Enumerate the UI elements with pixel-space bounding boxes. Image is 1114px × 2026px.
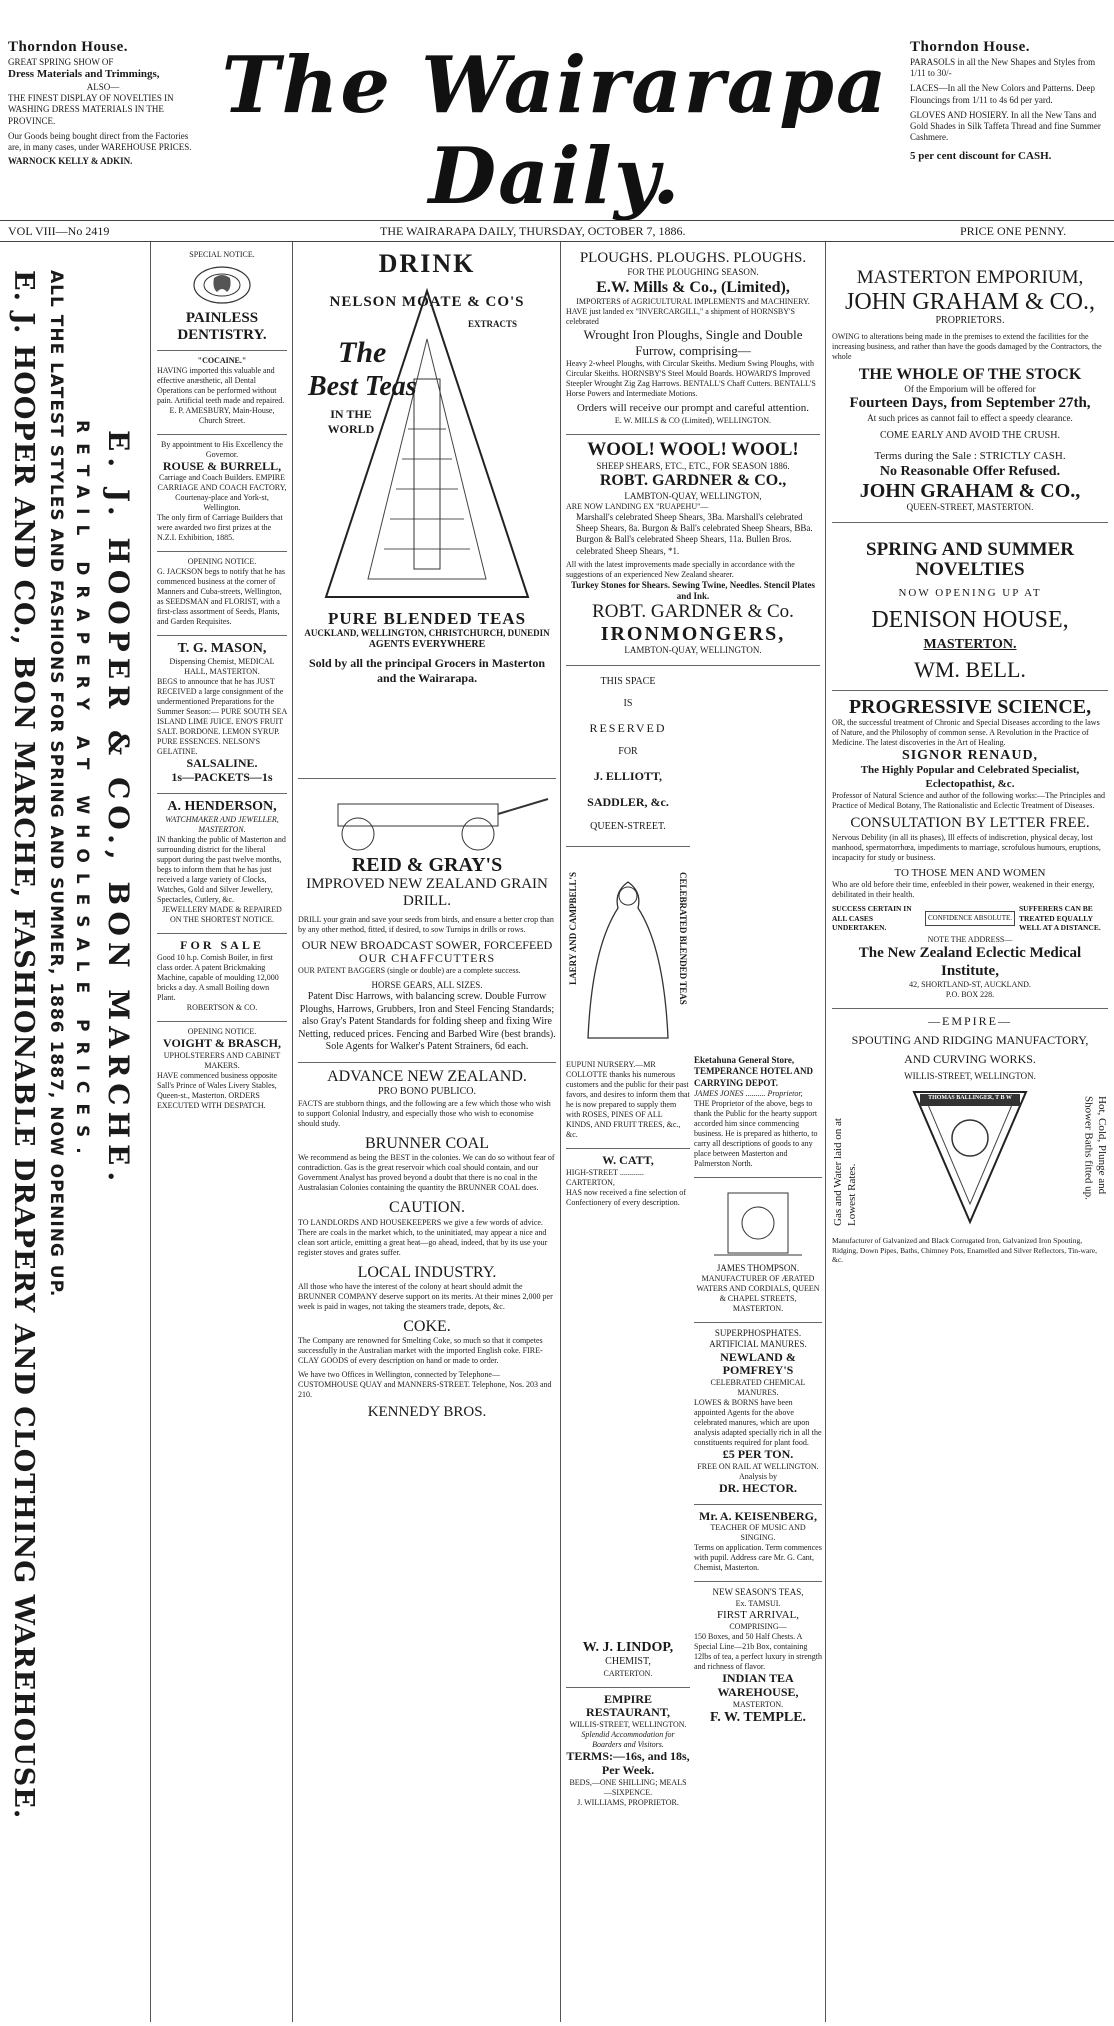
salsaline-heading: SALSALINE. [186,756,258,771]
thompson-sub: MANUFACTURER OF ÆRATED WATERS AND CORDIALS, QUEEN & CHAPEL STREETS, MASTERTON. [696,1274,820,1313]
masterton-heading: MASTERTON. [923,637,1017,653]
turkey-line: Turkey Stones for Shears. Sewing Twine, Needles. Stencil Plates and Ink. [571,579,815,602]
progressive-body: OR, the successful treatment of Chronic and Special Diseases according to the laws of Nature, and the Philosophy of common sense. A Revolution in the Practice of Medicine. The latest discoveries in the Art of Healing. [832,717,1100,747]
sold-label: Sold by all the principal Grocers in Masterton and the Wairarapa. [308,655,546,685]
column-rule [825,242,826,2022]
consult-heading: CONSULTATION BY LETTER FREE. [850,815,1090,832]
owing-body: OWING to alterations being made in the premises to extend the facilities for the increasing business, and rather than have the goods damaged by the Contractors, the whole [832,331,1102,361]
forsale-body: Good 10 h.p. Cornish Boiler, in first class order. A patent Brickmaking Machine, capable of moulding 12,000 bricks a day. A small Boiling down Plant. [157,952,279,1002]
gardner-heading: ROBT. GARDNER & CO., [599,472,787,490]
proprietors-line: PROPRIETORS. [935,315,1005,327]
success-line: SUCCESS CERTAIN IN ALL CASES UNDERTAKEN. [832,904,912,933]
mason-body: BEGS to announce that he has JUST RECEIVED a large consignment of the undermentioned Preparations for the Summer Season:— PURE SOUTH SEA ISLAND LIME JUICE. ENO'S FRUIT SALT. BORDONE. LEMON SYRUP. PURE ESSENCES. NELSON'S GELATINE. [157,677,287,757]
catt-body: HAS now received a fine selection of Confectionery of every description. [566,1187,686,1207]
hooper-vertical-line2: ALL THE LATEST STYLES AND FASHIONS FOR SPRING AND SUMMER, 1886 1887, NOW OPENING UP. [46,270,66,1298]
tbw-label: THOMAS BALLINGER, T B W [928,1095,1012,1102]
ironmongers-heading: IRONMONGERS, [600,623,786,646]
caution-heading: CAUTION. [389,1199,465,1217]
agents-label: AGENTS EVERYWHERE [368,639,486,651]
rouse-sub: Carriage and Coach Builders. EMPIRE CARRIAGE AND COACH FACTORY, Courtenay-place and York-st, Wellington. [157,473,287,513]
left-header-line6: WARNOCK KELLY & ADKIN. [8,156,133,167]
right-header-discount: 5 per cent discount for CASH. [910,149,1052,162]
voight-body: HAVE commenced business opposite Sall's Prince of Wales Livery Stables, Queen-st., Masterton. ORDERS EXECUTED WITH DESPATCH. [157,1070,278,1110]
robertson-sign: ROBERTSON & CO. [186,1002,258,1012]
terms-line: TERMS:—16s, and 18s, Per Week. [566,1749,690,1777]
progressive-heading: PROGRESSIVE SCIENCE, [848,695,1092,718]
rouse-body: The only firm of Carriage Builders that were awarded two first prizes at the N.Z.I. Exhibition, 1885. [157,513,283,543]
local-heading: LOCAL INDUSTRY. [357,1263,497,1281]
price-line: £5 PER TON. [722,1447,794,1462]
keisenberg-sub: TEACHER OF MUSIC AND SINGING. [710,1523,806,1543]
nelson-moate-label: NELSON MOATE & CO'S [329,293,525,310]
renaud-sub: The Highly Popular and Celebrated Specialist, Eclectopathist, &c. [860,763,1080,790]
note-line: NOTE THE ADDRESS— [927,935,1013,945]
catt-sub: HIGH-STREET ............ CARTERTON, [566,1167,644,1187]
offices-line: We have two Offices in Wellington, connected by Telephone—CUSTOMHOUSE QUAY and MANNERS-STREET. Telephone, Nos. 203 and 210. [298,1370,552,1400]
reid-gray-heading: REID & GRAY'S [351,854,503,876]
rouse-pre: By appointment to His Excellency the Governor. [161,439,283,459]
date-text: THE WAIRARAPA DAILY, THURSDAY, OCTOBER 7, 1886. [380,224,686,238]
reid-gray-body: DRILL your grain and save your seeds from birds, and ensure a better crop than by any other method, fitted, if desired, to sow Turnips in drills or rows. [298,914,554,934]
baggers-line: OUR PATENT BAGGERS (single or double) are a complete success. [298,966,521,976]
williams-line: J. WILLIAMS, PROPRIETOR. [577,1797,679,1807]
column-2 [298,250,556,1430]
voight-sub: UPHOLSTERERS AND CABINET MAKERS. [163,1050,281,1070]
orders-line: Orders will receive our prompt and careful attention. [576,402,810,415]
dateline [0,220,1114,242]
local-body: All those who have the interest of the colony at heart should admit the BRUNNER COMPANY deserve support on its merits. At their mines 2,000 per week is paid in wages, not taking the steamers trade, depots, &c. [298,1281,553,1311]
probono-heading: PRO BONO PUBLICO. [377,1086,477,1098]
elliott-line: J. ELLIOTT, [593,768,663,783]
brunner-heading: BRUNNER COAL [364,1134,489,1152]
institute-heading: The New Zealand Eclectic Medical Institute, [858,945,1082,979]
graham-heading-2: JOHN GRAHAM & CO., [859,480,1081,503]
tbw-shield-icon [910,1086,1030,1226]
tooth-emblem-icon [192,264,252,306]
hooper-vertical-line4: E. J. HOOPER & CO., BON MARCHE. [102,430,135,1188]
column-rule [560,242,561,2022]
column-4 [694,1055,822,1734]
curving-heading: AND CURVING WORKS. [904,1051,1036,1066]
special-notice: SPECIAL NOTICE. [189,250,255,259]
left-header-line2: Dress Materials and Trimmings, [8,68,160,80]
hooper-vertical-line3: RETAIL DRAPERY AT WHOLESALE PRICES. [72,420,92,1164]
manufacturer-line: Manufacturer of Galvanized and Black Corrugated Iron, Galvanized Iron Spouting, Ridging, Down Pipes, Baths, Chimney Pots, Enamelled and Silver Reflectors, Tin-ware, &c. [832,1236,1097,1264]
column-rule [292,242,293,2022]
tamsui-line: Ex. TAMSUI. [735,1598,781,1608]
empire-restaurant-body: Splendid Accommodation for Boarders and Visitors. [581,1730,675,1750]
left-header-line3: ALSO— [86,81,120,92]
boxes-body: 150 Boxes, and 50 Half Chests. A Special Line—21b Box, containing 12lbs of tea, a perfect luxury in strength and richness of flavor. [694,1632,822,1672]
nursery-body: EUPUNI NURSERY.—MR COLLOTTE thanks his numerous customers and the public for their past favors, and desires to inform them that he is now prepared to supply them with ROSES, PINES OF ALL KINDS, AND FRUIT TREES, &c., &c. [566,1059,690,1139]
wrought-heading: Wrought Iron Ploughs, Single and Double Furrow, comprising— [583,326,803,359]
price-text: PRICE ONE PENNY. [960,224,1067,238]
chemist-line: CHEMIST, [605,1656,651,1668]
gas-water-line: Gas and Water laid on at Lowest Rates. [832,1118,858,1227]
left-header-line1: GREAT SPRING SHOW OF [8,56,114,67]
wool-heading: WOOL! WOOL! WOOL! [587,439,799,461]
caution-body: TO LANDLORDS AND HOUSEKEEPERS we give a few words of advice. There are coals in the market which, to the uninitiated, may appear a nice and clean sort article, emitting a great heat—go ahead, indeed, that by its use your register stoves and grates suffer. [298,1217,548,1257]
improvements-line: All with the latest improvements made specially in accordance with the suggestions of an experienced New Zealand shearer. [566,559,795,579]
column-1 [157,250,287,1119]
analysis-line: Analysis by [739,1471,777,1481]
denison-heading: DENISON HOUSE, [871,607,1069,634]
rouse-heading: ROUSE & BURRELL, [162,458,282,473]
mason-heading: T. G. MASON, [177,641,267,657]
mills-body-1: HAVE just landed ex "INVERCARGILL," a shipment of HORNSBY'S celebrated [566,306,795,326]
cocaine-heading: "COCAINE." [197,355,247,365]
masterton-line: MASTERTON. [732,1700,784,1710]
empire-heading: —EMPIRE— [927,1013,1012,1028]
left-header-line4: THE FINEST DISPLAY OF NOVELTIES IN WASHING DRESS MATERIALS IN THE PROVINCE. [8,93,174,126]
queen-street-sign: QUEEN-STREET, MASTERTON. [906,502,1034,513]
soda-machine-icon [694,1183,822,1263]
column-3-bottom [566,1640,690,1816]
spring-heading: SPRING AND SUMMER NOVELTIES [866,538,1074,581]
teas-heading: NEW SEASON'S TEAS, [712,1587,804,1598]
renaud-body: Professor of Natural Science and author of the following works:—The Principles and Practice of Medical Botany, The Rationalistic and Eclectic Treatment of Diseases. [832,791,1106,811]
celebrated-label: CELEBRATED BLENDED TEAS [678,871,688,1005]
season-line: FOR THE PLOUGHING SEASON. [627,267,759,278]
keisenberg-heading: Mr. A. KEISENBERG, [699,1508,817,1523]
bell-heading: WM. BELL. [914,656,1026,682]
offered-line: Of the Emporium will be offered for [904,384,1036,395]
extracts-label: EXTRACTS [468,318,518,329]
amesbury-sign: E. P. AMESBURY, Main-House, Church Street. [169,405,275,425]
shears-line: SHEEP SHEARS, ETC., ETC., FOR SEASON 1886. [596,461,790,472]
brunner-body: We recommend as being the BEST in the colonies. We can do so without fear of contradiction. Gas is the great reservoir which coal should contain, and our Government Analyst has proved beyond a doubt that there is no coal in the Australasian Colonies containing the quantity the BRUNNER COAL does. [298,1153,555,1193]
reid-gray-sub: IMPROVED NEW ZEALAND GRAIN DRILL. [306,876,548,910]
right-header-parasols: PARASOLS in all the New Shapes and Styles from 1/11 to 30/- [910,56,1096,78]
kennedy-sign: KENNEDY BROS. [367,1404,487,1421]
is-line: IS [623,697,633,709]
henderson-body: IN thanking the public of Masterton and surrounding district for the liberal support during the past twelve months, begs to inform them that he has just received a large variety of Clocks, Watches, Gold and Silver Jewellery, Spectacles, Cutlery, &c. [157,835,286,905]
lowes-body: LOWES & BORNS have been appointed Agents for the above celebrated manures, which are upon analysis adapted specially rich in all the constituents required for plant food. [694,1398,822,1448]
super-heading: SUPERPHOSPHATES. [714,1328,802,1338]
men-heading: TO THOSE MEN AND WOMEN [894,866,1046,879]
cocaine-body: HAVING imported this valuable and effective anæsthetic, all Dental Operations can be performed without pain. Artificial teeth made and repaired. [157,365,285,405]
left-header-ad [8,38,198,168]
jewellery-notice: JEWELLERY MADE & REPAIRED ON THE SHORTEST NOTICE. [162,905,282,925]
right-header-gloves: GLOVES AND HOSIERY. In all the New Tans and Gold Shades in Silk Taffeta Thread and fine Summer Cashmere. [910,109,1101,143]
fourteen-heading: Fourteen Days, from September 27th, [849,395,1091,412]
come-line: COME EARLY AND AVOID THE CRUSH. [880,429,1060,441]
carterton-line: CARTERTON. [603,1668,653,1678]
left-header-title: Thorndon House. [8,39,129,55]
newland-sub: CELEBRATED CHEMICAL MANURES. [710,1378,806,1398]
volume-number: VOL VIII—No 2419 [8,224,110,238]
comprising-line: COMPRISING— [729,1622,787,1632]
temple-sign: F. W. TEMPLE. [709,1710,807,1726]
in-world-label: IN THE WORLD [327,406,375,436]
spouting-heading: SPOUTING AND RIDGING MANUFACTORY, [851,1032,1089,1047]
confidence-box: CONFIDENCE ABSOLUTE. [925,911,1015,926]
coke-body: The Company are renowned for Smelting Coke, so much so that it competes successfully in the Australian market with the imported English coke. FIRE-CLAY GOODS of every description on hand or made to order. [298,1336,543,1366]
whole-stock-heading: THE WHOLE OF THE STOCK [858,365,1082,383]
landing-line: ARE NOW LANDING EX "RUAPEHU"— [566,501,709,511]
willis-line: WILLIS-STREET, WELLINGTON. [904,1070,1036,1081]
drink-heading: DRINK [378,249,476,278]
newland-heading: NEWLAND & POMFREY'S [720,1349,796,1378]
gardner-heading-2: ROBT. GARDNER & Co. [592,601,794,623]
shear-list: Marshall's celebrated Sheep Shears, 3Ba. Marshall's celebrated Sheep Shears, 8a. Burgon & Ball's celebrated Sheep Shears, BBa. Burgon & Ball's celebrated Sheep Shears, 11a. Bullen Bros. celebrated Sheep Shears, *1. [576,511,813,556]
mills-body-2: Heavy 2-wheel Ploughs, with Circular Skeiths. Medium Swing Ploughs, with Circular Skeiths. HORNSBY'S Steel Mould Boards. HOWARD'S Improved Steepler Wrought Zig Zag Harrows. BENTALL'S Chaff Cutters. BENTALL'S Horse Powers and Intermediate Motions. [566,359,816,399]
voight-heading: VOIGHT & BRASCH, [163,1035,281,1050]
best-teas-label: Best Teas [308,370,417,402]
first-arrival: FIRST ARRIVAL, [716,1608,800,1621]
catt-heading: W. CATT, [602,1152,654,1167]
advance-heading: ADVANCE NEW ZEALAND. [327,1067,527,1085]
tea-figure-icon [566,852,690,1052]
emporium-heading: MASTERTON EMPORIUM, [856,267,1084,288]
keisenberg-body: Terms on application. Term commences with pupil. Address care Mr. G. Cant, Chemist, Masterton. [694,1543,822,1573]
saddler-line: SADDLER, &c. [587,795,669,810]
mills-sign: E. W. MILLS & CO (Limited), WELLINGTON. [614,416,772,426]
horse-heading: HORSE GEARS, ALL SIZES. [371,980,483,991]
jones-line: JAMES JONES .......... Proprietor, [694,1088,803,1098]
ploughs-heading: PLOUGHS. PLOUGHS. PLOUGHS. [579,250,807,266]
lambton-line: LAMBTON-QUAY, WELLINGTON, [624,490,762,501]
left-header-line5: Our Goods being bought direct from the Factories are, in many cases, under WAREHOUSE PRICES. [8,130,192,152]
hotel-body: THE Proprietor of the above, begs to thank the Public for the hearty support accorded him since commencing business. He is prepared as hitherto, to carry all descriptions of goods to any place between Masterton and Palmerston North. [694,1098,818,1168]
hector-line: DR. HECTOR. [718,1480,798,1495]
lambton-line-2: LAMBTON-QUAY, WELLINGTON. [624,645,762,656]
cities-label: AUCKLAND, WELLINGTON, CHRISTCHURCH, DUNEDIN [304,628,550,639]
prices-line: At such prices as cannot fail to effect a speedy clearance. [867,412,1073,423]
consult-body: Nervous Debility (in all its phases), Ill effects of indiscretion, physical decay, lost manhood, spermatorrhœa, impediments to marriage, scrofulous humours, eruptions, incapacity for study or business. [832,832,1101,862]
hooper-vertical-line1: E. J. HOOPER AND CO., BON MARCHE, FASHIONABLE DRAPERY AND CLOTHING WAREHOUSE. [8,270,39,1820]
walker-line: Sole Agents for Walker's Patent Strainers, 6d each. [325,1041,529,1053]
mills-heading: E.W. Mills & Co., (Limited), [596,278,790,296]
painless-heading: PAINLESS DENTISTRY. [177,310,267,344]
men-body: Who are old before their time, enfeebled in their power, weakened in their energy, debilitated in their health. [832,880,1095,900]
graham-heading: JOHN GRAHAM & CO., [844,288,1096,315]
beds-line: BEDS,—ONE SHILLING; MEALS—SIXPENCE. [569,1777,687,1797]
sower-heading: OUR NEW BROADCAST SOWER, FORCEFEED [301,937,553,952]
empire-restaurant-heading: EMPIRE RESTAURANT, [586,1691,670,1720]
column-5 [832,250,1108,1272]
jackson-body: G. JACKSON begs to notify that he has commenced business at the corner of Manners and Cuba-streets, Wellington, as SEEDSMAN and FLORIST, with a first-class assortment of Seeds, Plants, and Garden Requisites. [157,567,285,627]
indian-heading: INDIAN TEA WAREHOUSE, [717,1671,799,1700]
harrows-body: Patent Disc Harrows, with balancing screw. Double Furrow Ploughs, Harrows, Grubbers, Iron and Steel Fencing Standards; also Gray's Patent Standards for folding sheep and fixing Wire Netting, reduced prices. Fencing and Barbed Wire (best brands). [298,991,556,1040]
right-header-ad [910,38,1106,163]
right-header-title: Thorndon House. [910,39,1031,55]
artificial-heading: ARTIFICIAL MANURES. [709,1339,807,1350]
free-line: FREE ON RAIL AT WELLINGTON. [697,1461,819,1471]
renaud-heading: SIGNOR RENAUD, [901,747,1039,763]
hot-cold-line: Hot, Cold, Plunge and Shower Baths fitted up. [1082,1096,1108,1201]
chaff-heading: OUR CHAFFCUTTERS [358,951,496,966]
laery-label: LAERY AND CAMPBELL'S [568,871,578,985]
address-line: 42, SHORTLAND-ST, AUCKLAND. [909,979,1031,989]
right-header-laces: LACES—In all the New Colors and Patterns. Deep Flouncings from 1/11 to 4s 6d per yard. [910,83,1095,105]
po-line: P.O. BOX 228. [945,989,995,999]
thompson-heading: JAMES THOMPSON. [716,1262,800,1273]
pure-blended-label: PURE BLENDED TEAS [327,608,527,628]
reserved-line: RESERVED [589,720,667,735]
for-line: FOR [618,745,638,757]
terms-sale-line: Terms during the Sale : STRICTLY CASH. [874,450,1066,463]
coke-heading: COKE. [403,1317,451,1335]
lindop-heading: W. J. LINDOP, [582,1640,674,1655]
henderson-sub: WATCHMAKER AND JEWELLER, MASTERTON. [165,815,279,835]
advance-body: FACTS are stubborn things, and the following are a few which those who wish to support Colonial Industry, and especially those who wish to economise should study. [298,1098,551,1128]
empire-restaurant-sub: WILLIS-STREET, WELLINGTON. [569,1720,687,1730]
refused-line: No Reasonable Offer Refused. [879,464,1061,480]
grain-drill-icon [298,784,556,854]
hotel-heading: Eketahuna General Store, TEMPERANCE HOTEL AND CARRYING DEPOT. [694,1055,814,1088]
column-rule [150,242,151,2022]
queen-street-line: QUEEN-STREET. [590,820,666,832]
tea-pyramid-icon [298,279,556,609]
mills-sub: IMPORTERS of AGRICULTURAL IMPLEMENTS and MACHINERY. [576,296,810,306]
opening-notice: OPENING NOTICE. [187,557,257,567]
forsale-heading: FOR SALE [180,938,264,953]
masthead-title: The Wairarapa Daily. [221,40,889,222]
the-label: The [338,335,387,369]
now-opening-line: NOW OPENING UP AT [898,587,1042,600]
space-line: THIS SPACE [600,675,656,687]
sufferers-line: SUFFERERS CAN BE TREATED EQUALLY WELL AT A DISTANCE. [1019,904,1101,933]
mason-sub: Dispensing Chemist, MEDICAL HALL, MASTERTON. [169,657,275,677]
opening-notice-2: OPENING NOTICE. [187,1026,257,1036]
packets-heading: 1s—PACKETS—1s [171,770,273,785]
henderson-heading: A. HENDERSON, [167,798,277,814]
